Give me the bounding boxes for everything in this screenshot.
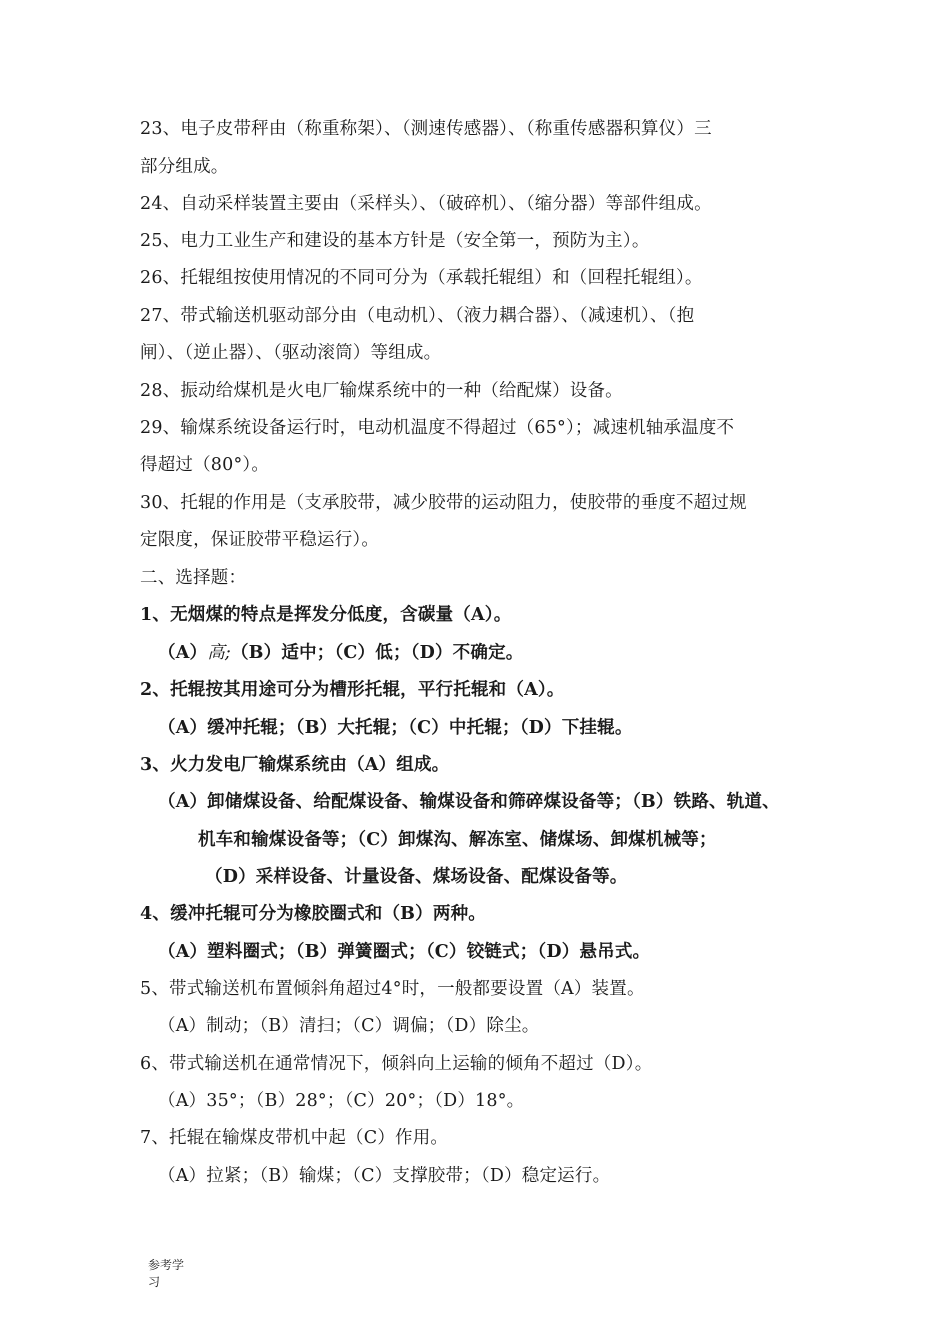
- footer-line: 习: [148, 1275, 161, 1289]
- question-5-options: （A）制动；（B）清扫；（C）调偏；（D）除尘。: [158, 1016, 540, 1036]
- text-line: 26、托辊组按使用情况的不同可分为（承载托辊组）和（回程托辊组）。: [140, 268, 703, 288]
- question-3-options: （A）卸储煤设备、给配煤设备、输煤设备和筛碎煤设备等；（B）铁路、轨道、: [158, 792, 780, 812]
- text-line: 27、带式输送机驱动部分由（电动机）、（液力耦合器）、（减速机）、（抱: [140, 306, 695, 326]
- text-line: 25、电力工业生产和建设的基本方针是（安全第一，预防为主）。: [140, 231, 650, 251]
- text-line: 部分组成。: [140, 157, 229, 177]
- options-rest: （B）适中；（C）低；（D）不确定。: [230, 643, 524, 663]
- option-a-label: （A）: [158, 643, 208, 663]
- question-7: 7、托辊在输煤皮带机中起（C）作用。: [140, 1128, 449, 1148]
- text-line: 得超过（80°）。: [140, 455, 270, 475]
- text-line: 29、输煤系统设备运行时，电动机温度不得超过（65°）；减速机轴承温度不: [140, 418, 735, 438]
- question-3: 3、火力发电厂输煤系统由（A）组成。: [140, 755, 450, 775]
- question-1: 1、无烟煤的特点是挥发分低度，含碳量（A）。: [140, 605, 512, 625]
- text-line: 30、托辊的作用是（支承胶带，减少胶带的运动阻力，使胶带的垂度不超过规: [140, 493, 747, 513]
- question-5: 5、带式输送机布置倾斜角超过4°时，一般都要设置（A）装置。: [140, 979, 645, 999]
- question-4: 4、缓冲托辊可分为橡胶圈式和（B）两种。: [140, 904, 486, 924]
- text-line: 24、自动采样装置主要由（采样头）、（破碎机）、（缩分器）等部件组成。: [140, 194, 712, 214]
- text-line: 23、电子皮带秤由（称重称架）、（测速传感器）、（称重传感器积算仪）三: [140, 119, 712, 139]
- question-4-options: （A）塑料圈式；（B）弹簧圈式；（C）铰链式；（D）悬吊式。: [158, 942, 651, 962]
- question-2: 2、托辊按其用途可分为槽形托辊，平行托辊和（A）。: [140, 680, 565, 700]
- page-footer: [148, 1257, 184, 1291]
- option-a-text: 高;: [207, 643, 231, 663]
- question-3-options-cont: 机车和输煤设备等；（C）卸煤沟、解冻室、储煤场、卸煤机械等；: [198, 830, 717, 850]
- question-1-options: [158, 641, 523, 665]
- question-3-options-cont: （D）采样设备、计量设备、煤场设备、配煤设备等。: [205, 867, 628, 887]
- section-heading: 二、选择题：: [140, 568, 247, 588]
- question-6: 6、带式输送机在通常情况下，倾斜向上运输的倾角不超过（D）。: [140, 1054, 653, 1074]
- question-7-options: （A）拉紧；（B）输煤；（C）支撑胶带；（D）稳定运行。: [158, 1166, 611, 1186]
- question-6-options: （A）35°；（B）28°；（C）20°；（D）18°。: [158, 1091, 525, 1111]
- footer-line: 参考学: [148, 1258, 185, 1272]
- question-2-options: （A）缓冲托辊；（B）大托辊；（C）中托辊；（D）下挂辊。: [158, 718, 633, 738]
- text-line: 28、振动给煤机是火电厂输煤系统中的一种（给配煤）设备。: [140, 381, 623, 401]
- text-line: 闸）、（逆止器）、（驱动滚筒）等组成。: [140, 343, 442, 363]
- text-line: 定限度，保证胶带平稳运行）。: [140, 530, 380, 550]
